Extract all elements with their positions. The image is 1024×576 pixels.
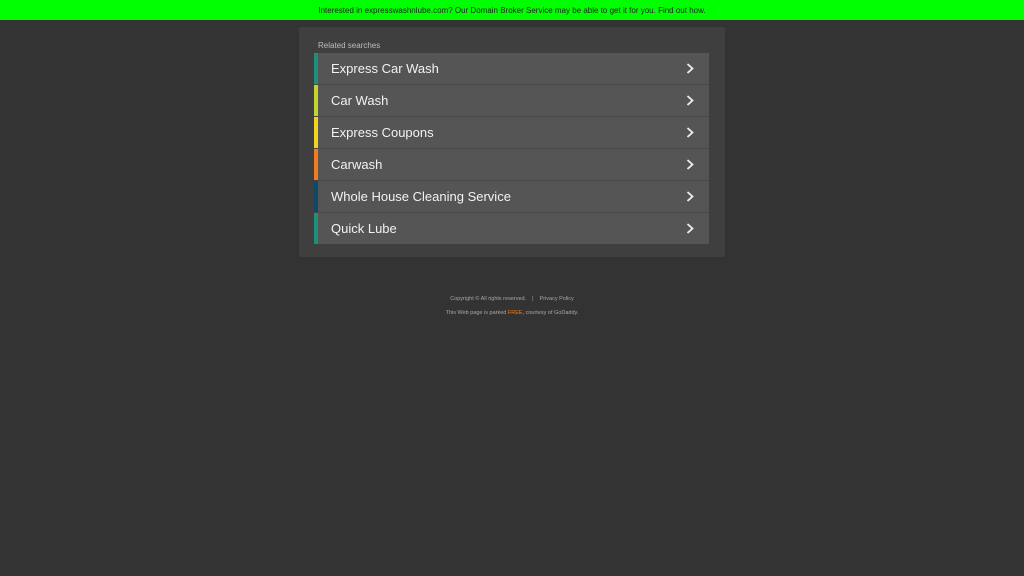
accent-bar [314, 149, 318, 180]
search-item-express-coupons[interactable] [314, 117, 709, 149]
chevron-right-icon [686, 127, 694, 138]
footer-copyright-line [0, 296, 1024, 302]
chevron-right-icon [686, 191, 694, 202]
domain-broker-link[interactable]: Interested in expresswashnlube.com? Our Domain Broker Service may be able to get it for you. Find out how. [318, 5, 706, 15]
accent-bar [314, 85, 318, 116]
search-item-quick-lube[interactable] [314, 213, 709, 244]
accent-bar [314, 213, 318, 244]
copyright-text: Copyright © All rights reserved. [450, 296, 527, 302]
parked-suffix: , courtesy of GoDaddy. [522, 310, 579, 316]
search-item-carwash[interactable] [314, 149, 709, 181]
accent-bar [314, 181, 318, 212]
search-item-label: Express Car Wash [331, 61, 439, 76]
footer-separator: | [532, 296, 534, 302]
related-searches-heading: Related searches [318, 41, 381, 50]
chevron-right-icon [686, 159, 694, 170]
chevron-right-icon [686, 95, 694, 106]
search-item-label: Express Coupons [331, 125, 434, 140]
search-item-label: Carwash [331, 157, 383, 172]
search-item-car-wash[interactable] [314, 85, 709, 117]
accent-bar [314, 117, 318, 148]
related-searches-panel [299, 27, 725, 257]
search-item-whole-house-cleaning-service[interactable] [314, 181, 709, 213]
chevron-right-icon [686, 223, 694, 234]
related-searches-list [314, 53, 709, 244]
accent-bar [314, 53, 318, 84]
search-item-label: Whole House Cleaning Service [331, 189, 511, 204]
search-item-express-car-wash[interactable] [314, 53, 709, 85]
free-label: FREE [507, 310, 523, 316]
footer-parked-line [0, 310, 1024, 316]
parked-prefix: This Web page is parked [445, 310, 507, 316]
search-item-label: Quick Lube [331, 221, 397, 236]
chevron-right-icon [686, 63, 694, 74]
privacy-policy-link[interactable]: Privacy Policy [539, 296, 574, 302]
domain-broker-banner[interactable] [0, 0, 1024, 20]
search-item-label: Car Wash [331, 93, 389, 108]
